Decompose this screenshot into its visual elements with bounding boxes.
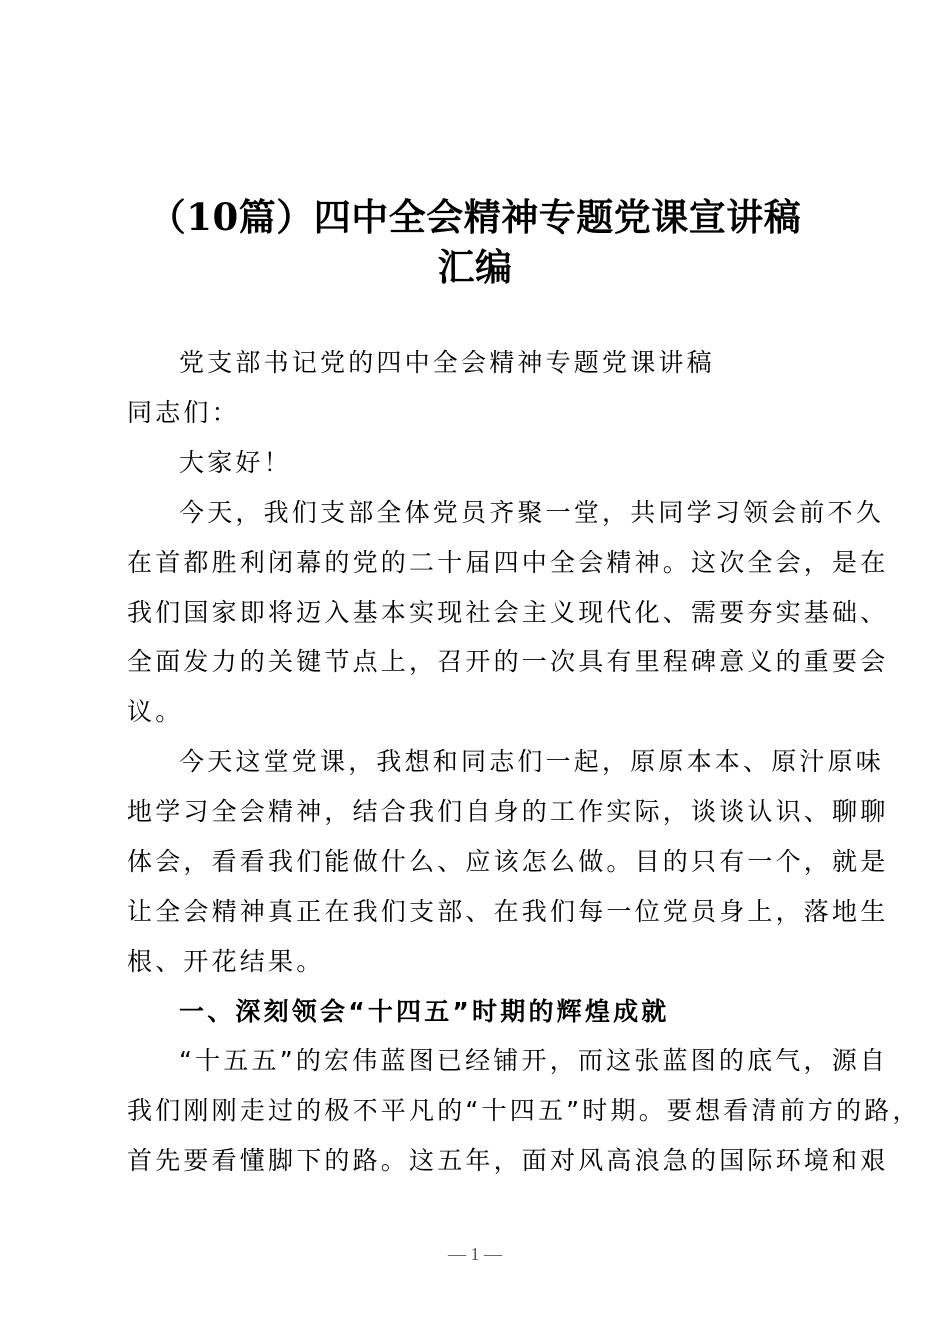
paragraph-2-line-1: 今天这堂党课，我想和同志们一起，原原本本、原汁原味 — [179, 747, 885, 776]
paragraph-1-line-2: 在首都胜利闭幕的党的二十届四中全会精神。这次全会，是在 — [127, 548, 889, 577]
paragraph-2-line-5: 根、开花结果。 — [127, 947, 325, 976]
paragraph-1-line-4: 全面发力的关键节点上，召开的一次具有里程碑意义的重要会 — [127, 647, 889, 676]
section-heading-1: 一、深刻领会“十四五”时期的辉煌成就 — [179, 997, 670, 1026]
paragraph-1-line-3: 我们国家即将迈入基本实现社会主义现代化、需要夯实基础、 — [127, 598, 889, 627]
paragraph-2-line-4: 让全会精神真正在我们支部、在我们每一位党员身上，落地生 — [127, 897, 889, 926]
paragraph-3-line-1: “十五五”的宏伟蓝图已经铺开，而这张蓝图的底气，源自 — [179, 1046, 889, 1075]
page-number: — 1 — — [448, 1244, 502, 1264]
paragraph-1-line-5: 议。 — [127, 697, 184, 726]
document-title-line-2: 汇编 — [437, 245, 513, 289]
salutation: 同志们： — [127, 398, 240, 427]
document-subtitle: 党支部书记党的四中全会精神专题党课讲稿 — [179, 348, 715, 377]
paragraph-3-line-2: 我们刚刚走过的极不平凡的“十四五”时期。要想看清前方的路， — [127, 1096, 921, 1125]
paragraph-2-line-2: 地学习全会精神，结合我们自身的工作实际，谈谈认识、聊聊 — [127, 797, 889, 826]
paragraph-3-line-3: 首先要看懂脚下的路。这五年，面对风高浪急的国际环境和艰 — [127, 1146, 889, 1175]
paragraph-2-line-3: 体会，看看我们能做什么、应该怎么做。目的只有一个，就是 — [127, 847, 889, 876]
document-title-line-1: （10篇）四中全会精神专题党课宣讲稿 — [148, 195, 802, 239]
paragraph-1-line-1: 今天，我们支部全体党员齐聚一堂，共同学习领会前不久 — [179, 498, 885, 527]
greeting: 大家好！ — [179, 448, 292, 477]
